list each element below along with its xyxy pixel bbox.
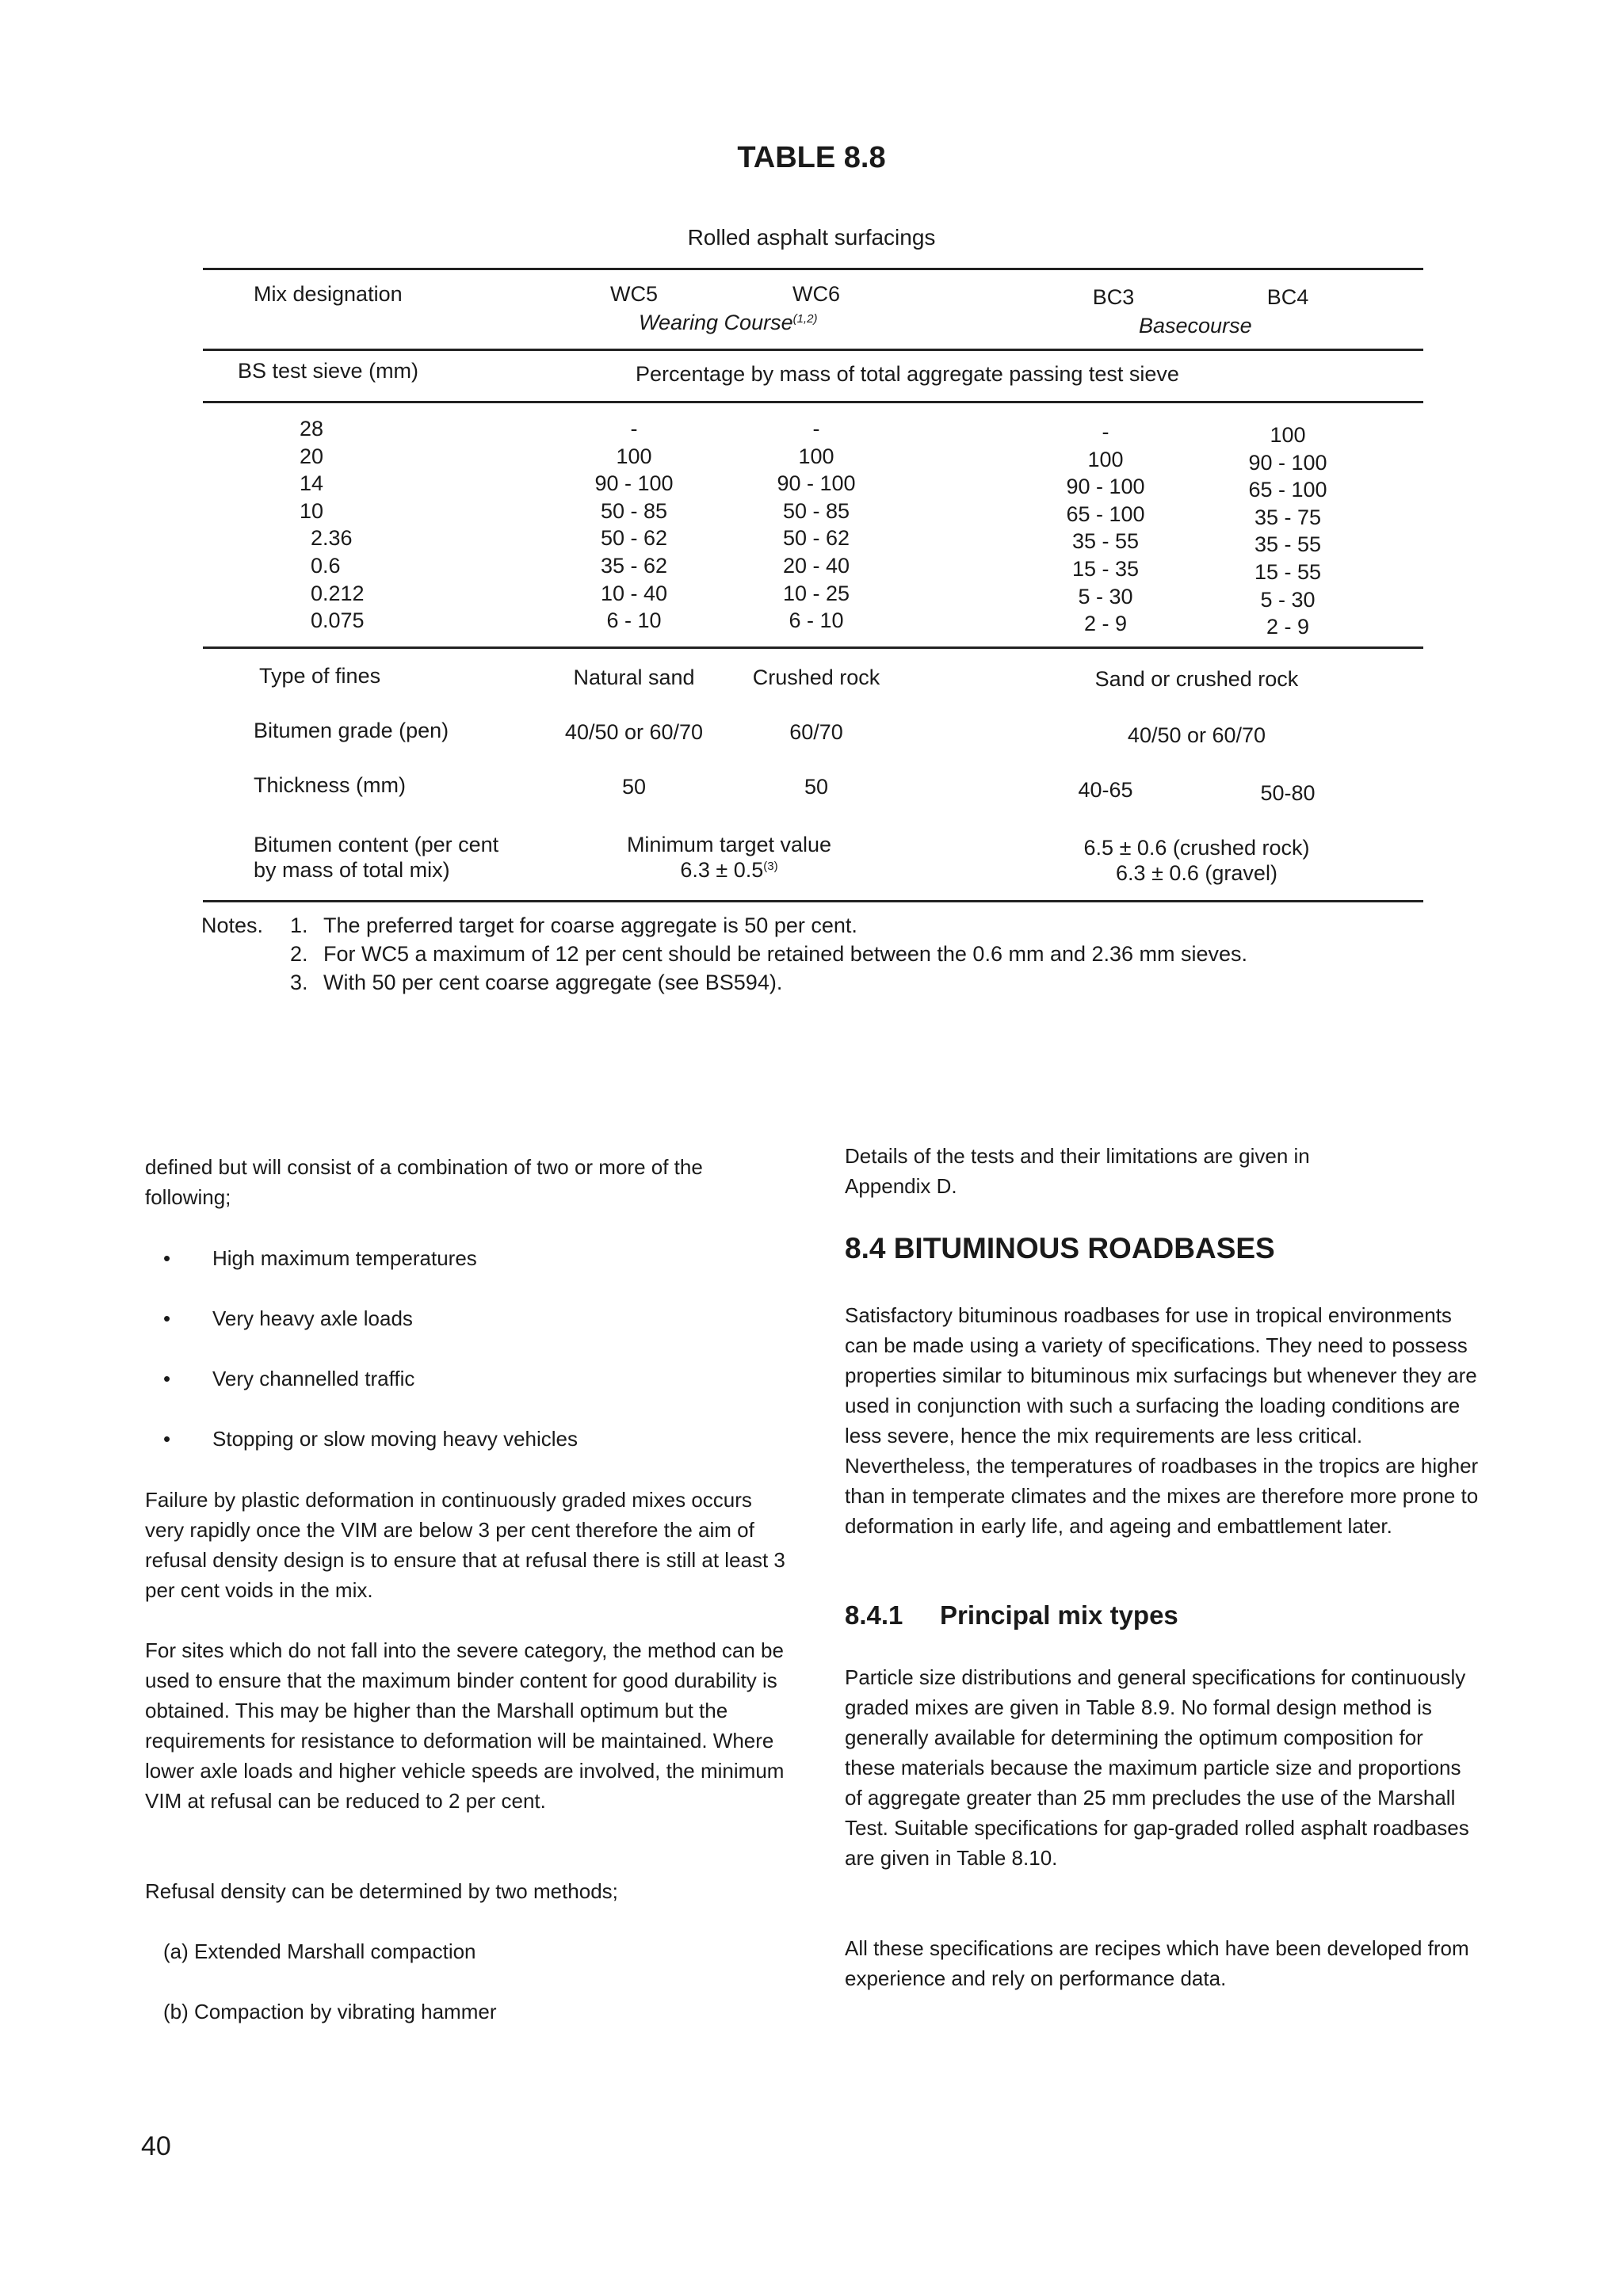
bitumen-content-wearing-line2: $6.3 \pm 0.5^{(3)}$ — [680, 858, 778, 882]
thickness-wc5: 50 — [621, 775, 647, 799]
wc5-grading-cell: - — [630, 417, 638, 441]
wc5-grading-cell: 10 - 40 — [600, 581, 668, 605]
bc3-grading-cell: 2 - 9 — [1083, 612, 1128, 636]
wearing-course-label: Wearing Course$^{(1,2)}$ — [639, 311, 818, 334]
sieve-size-cell: 0.075 — [311, 608, 365, 633]
bullet-text: Very heavy axle loads — [212, 1306, 413, 1330]
bullet-symbol: • — [163, 1367, 171, 1390]
grading-rule — [203, 646, 1423, 649]
sieve-size-cell: 0.212 — [311, 581, 365, 605]
sieve-size-cell: 20 — [300, 444, 324, 468]
table-top-rule — [203, 268, 1423, 270]
percentage-caption: Percentage by mass of total aggregate passing test sieve — [636, 362, 1179, 386]
method-b: (b) Compaction by vibrating hammer — [163, 2000, 497, 2023]
bullet-text: Very channelled traffic — [212, 1367, 415, 1390]
page-number: 40 — [141, 2131, 171, 2161]
note-2-number: 2. — [290, 942, 308, 966]
sieve-sizes-column — [300, 415, 365, 635]
bc4-grading-column — [1205, 421, 1371, 641]
bitumen-grade-wc6: 60/70 — [789, 720, 843, 744]
bc4-grading-cell: 2 - 9 — [1266, 615, 1310, 639]
bitumen-content-label-line1: Bitumen content (per cent — [254, 833, 499, 856]
bullet-item — [163, 1303, 766, 1335]
bitumen-content-wearing-line1: Minimum target value — [626, 833, 832, 856]
bs-test-sieve-label: BS test sieve (mm) — [238, 359, 419, 383]
bc3-grading-cell: 15 - 35 — [1071, 556, 1140, 581]
bullet-symbol: • — [163, 1306, 171, 1330]
bc4-grading-cell: 35 - 75 — [1254, 505, 1322, 529]
subsection-number: 8.4.1 — [845, 1600, 903, 1630]
bc4-grading-cell: 15 - 55 — [1254, 559, 1322, 584]
right-paragraph-2: Particle size distributions and general specifications for continuously graded mixes are given in Table 8.9. No formal design method is generally available for determining the optimum composition for these materials because the maximum particle size and proportions of aggregate greater than 25 mm precludes the use of the Marshall Test. Suitable specifications for gap-graded rolled asphalt roadbases are given in Table 8.10. — [845, 1665, 1469, 1870]
sieve-size-cell: 28 — [300, 417, 324, 441]
bc3-grading-column — [1030, 418, 1181, 638]
wc6-grading-cell: 20 - 40 — [782, 553, 850, 578]
header-rule — [203, 349, 1423, 351]
wc5-grading-cell: 50 - 62 — [600, 526, 668, 551]
thickness-label: Thickness (mm) — [254, 773, 407, 797]
table-caption: Rolled asphalt surfacings — [687, 225, 936, 250]
bitumen-grade-basecourse: 40/50 or 60/70 — [1127, 723, 1266, 747]
wc6-grading-cell: 90 - 100 — [777, 471, 856, 496]
note-3-text: With 50 per cent coarse aggregate (see BS594). — [323, 971, 783, 994]
bc3-grading-cell: 35 - 55 — [1071, 529, 1140, 554]
wc6-grading-cell: 100 — [798, 444, 834, 468]
type-of-fines-wc5: Natural sand — [573, 666, 695, 689]
note-1-number: 1. — [290, 913, 308, 937]
sieve-size-cell: 10 — [300, 498, 324, 523]
left-paragraph-3: Refusal density can be determined by two methods; — [145, 1879, 618, 1903]
bc3-header: BC3 — [1092, 285, 1135, 309]
sieve-size-cell: 2.36 — [311, 526, 353, 551]
basecourse-label: Basecourse — [1139, 314, 1252, 338]
bc3-grading-cell: 90 - 100 — [1066, 475, 1145, 499]
bc4-grading-cell: 35 - 55 — [1254, 532, 1322, 557]
wc5-grading-cell: 100 — [616, 444, 652, 468]
bc4-header: BC4 — [1266, 285, 1309, 309]
bullet-symbol: • — [163, 1246, 171, 1270]
bc3-grading-cell: 100 — [1087, 447, 1124, 471]
wc5-grading-cell: 50 - 85 — [600, 498, 668, 523]
wc6-grading-cell: 50 - 62 — [782, 526, 850, 551]
method-a: (a) Extended Marshall compaction — [163, 1939, 476, 1963]
bc4-grading-cell: 100 — [1270, 423, 1306, 447]
sieve-size-cell: 14 — [300, 471, 324, 496]
right-paragraph-3: All these specifications are recipes which have been developed from experience and rely on performance data. — [845, 1936, 1469, 1990]
bullet-text: Stopping or slow moving heavy vehicles — [212, 1427, 579, 1451]
bullet-item — [163, 1363, 766, 1395]
bullet-item — [163, 1424, 766, 1455]
section-heading: 8.4 BITUMINOUS ROADBASES — [845, 1232, 1275, 1264]
bitumen-grade-label: Bitumen grade (pen) — [254, 719, 449, 742]
subsection-title: Principal mix types — [940, 1600, 1178, 1630]
bitumen-content-base-line1: 6.5 ± 0.6 (crushed rock) — [1083, 836, 1310, 860]
type-of-fines-label: Type of fines — [259, 664, 381, 688]
wc6-grading-cell: 10 - 25 — [782, 581, 850, 605]
bullet-text: High maximum temperatures — [212, 1246, 477, 1270]
wc6-grading-cell: - — [812, 417, 820, 441]
note-2-text: For WC5 a maximum of 12 per cent should be retained between the 0.6 mm and 2.36 mm sieves. — [323, 942, 1248, 966]
wc5-grading-cell: 6 - 10 — [606, 608, 662, 633]
wc5-grading-cell: 35 - 62 — [600, 553, 668, 578]
bc4-grading-cell: 90 - 100 — [1248, 450, 1327, 475]
wc5-header: WC5 — [610, 282, 658, 306]
right-paragraph-0: Details of the tests and their limitations are given in Appendix D. — [845, 1144, 1310, 1198]
thickness-wc6: 50 — [804, 775, 829, 799]
left-paragraph-2: For sites which do not fall into the severe category, the method can be used to ensure that the maximum binder content for good durability is obtained. This may be higher than the Marshall optimum but the requirements for resistance to deformation will be maintained. Where lower axle loads and higher vehicle speeds are involved, the minimum VIM at refusal can be reduced to 2 per cent. — [145, 1638, 785, 1813]
bc3-grading-cell: - — [1102, 420, 1109, 444]
type-of-fines-basecourse: Sand or crushed rock — [1094, 667, 1299, 691]
wc6-header: WC6 — [792, 282, 840, 306]
bc3-grading-cell: 5 - 30 — [1078, 584, 1133, 608]
bitumen-content-note-ref: (3) — [763, 860, 778, 873]
left-intro-paragraph: defined but will consist of a combination of two or more of the following; — [145, 1155, 703, 1209]
wc5-grading-column — [555, 415, 713, 635]
bc4-grading-cell: 5 - 30 — [1260, 587, 1316, 612]
bullet-symbol: • — [163, 1427, 171, 1451]
left-paragraph-1: Failure by plastic deformation in continuously graded mixes occurs very rapidly once the VIM are below 3 per cent therefore the aim of refusal density design is to ensure that at refusal there is still at least 3 per cent voids in the mix. — [145, 1488, 785, 1602]
notes-label: Notes. — [201, 913, 264, 937]
type-of-fines-wc6: Crushed rock — [752, 666, 880, 689]
table-title: TABLE 8.8 — [737, 141, 886, 174]
wearing-course-note-ref: (1,2) — [792, 312, 818, 326]
note-1-text: The preferred target for coarse aggregate is 50 per cent. — [323, 913, 857, 937]
sieve-header-rule — [203, 401, 1423, 403]
bitumen-content-base-line2: 6.3 ± 0.6 (gravel) — [1116, 861, 1277, 885]
bc4-grading-cell: 65 - 100 — [1248, 478, 1327, 502]
note-3-number: 3. — [290, 971, 308, 994]
wc6-grading-cell: 50 - 85 — [782, 498, 850, 523]
bullet-item — [163, 1243, 766, 1275]
bitumen-content-label-line2: by mass of total mix) — [254, 858, 450, 882]
wc6-grading-column — [737, 415, 896, 635]
table-bottom-rule — [203, 900, 1423, 902]
wc6-grading-cell: 6 - 10 — [789, 608, 844, 633]
wc5-grading-cell: 90 - 100 — [594, 471, 674, 496]
bc3-grading-cell: 65 - 100 — [1066, 502, 1145, 526]
sieve-size-cell: 0.6 — [311, 553, 341, 578]
mix-designation-label: Mix designation — [254, 282, 403, 306]
bitumen-grade-wc5: 40/50 or 60/70 — [564, 720, 704, 744]
right-paragraph-1: Satisfactory bituminous roadbases for use in tropical environments can be made using a variety of specifications. They need to possess properties similar to bituminous mix surfacings but whenever they are used in conjunction with such a surfacing the loading conditions are less severe, hence the mix requirements are less critical. Nevertheless, the temperatures of roadbases in the tropics are higher than in temperate climates and the mixes are therefore more prone to deformation in early life, and ageing and embattlement later. — [845, 1303, 1479, 1538]
thickness-bc4: 50-80 — [1260, 781, 1316, 805]
thickness-bc3: 40-65 — [1078, 778, 1133, 802]
